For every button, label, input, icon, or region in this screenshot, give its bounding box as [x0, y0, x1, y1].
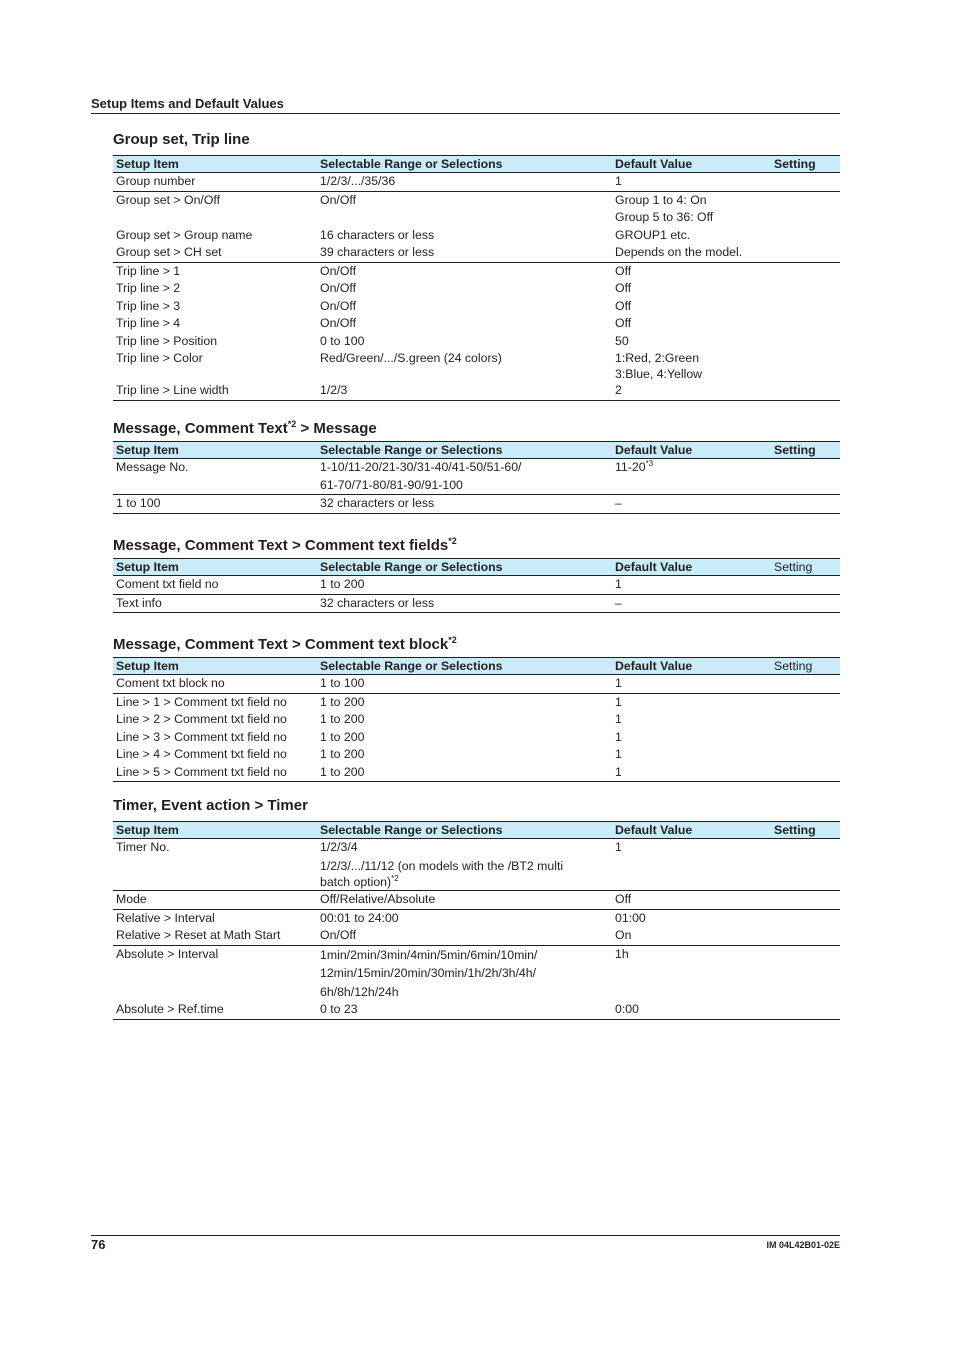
table-row [113, 315, 840, 333]
cell-setting [771, 1001, 840, 1019]
settings-table [113, 821, 840, 1020]
table-header-row [113, 822, 840, 839]
cell-setting [771, 350, 840, 382]
cell-default-text: 11-20 [615, 460, 646, 474]
cell-setting [771, 191, 840, 227]
document-id: IM 04L42B01-02E [766, 1240, 840, 1250]
cell-default-line: 1:Red, 2:Green [615, 351, 700, 365]
cell-default: 1 [612, 576, 771, 595]
section-title [113, 420, 840, 438]
cell-item: Line > 4 > Comment txt field no [116, 747, 287, 761]
table-row [113, 495, 840, 514]
cell-item: Timer No. [113, 839, 317, 891]
cell-default: Off [615, 298, 632, 313]
cell-setting [771, 459, 840, 495]
column-header-setting: Setting [771, 822, 840, 839]
column-header-default: Default Value [612, 658, 771, 675]
cell-item: Trip line > 4 [116, 316, 181, 330]
cell-setting [771, 839, 840, 891]
cell-item: Trip line > Position [116, 333, 218, 348]
cell-range-text: batch option) [320, 875, 392, 889]
cell-setting [771, 173, 840, 192]
cell-item: Line > 3 > Comment txt field no [116, 729, 287, 744]
cell-item: Text info [113, 594, 317, 613]
cell-setting [771, 729, 840, 747]
cell-setting [771, 927, 840, 945]
section-timer [113, 797, 840, 1020]
table-row [113, 693, 840, 711]
cell-item: Group number [113, 173, 317, 192]
table-row [113, 576, 840, 595]
column-header-range: Selectable Range or Selections [317, 442, 612, 459]
cell-default: 1 [612, 675, 771, 694]
cell-range [317, 839, 612, 891]
cell-item: Relative > Interval [116, 910, 215, 925]
cell-range: 16 characters or less [320, 227, 435, 242]
column-header-range: Selectable Range or Selections [317, 559, 612, 576]
table-header-row [113, 442, 840, 459]
cell-range: 0 to 100 [320, 333, 365, 348]
cell-item: Absolute > Ref.time [113, 1001, 317, 1019]
cell-range-line: 12min/15min/20min/30min/1h/2h/3h/4h/ [320, 966, 537, 980]
cell-setting [771, 594, 840, 613]
table-row [113, 927, 840, 945]
section-title [113, 537, 840, 555]
cell-default: 1 [615, 747, 622, 761]
cell-range: 1 to 200 [317, 764, 612, 782]
section-title-text: Message, Comment Text [113, 420, 288, 437]
cell-range: On/Off [320, 263, 356, 278]
cell-default: Off [612, 891, 771, 910]
column-header-setup-item: Setup Item [113, 559, 317, 576]
cell-item: Trip line > Line width [113, 382, 317, 400]
cell-item: Group set > On/Off [116, 192, 221, 207]
table-row [113, 298, 840, 316]
cell-item: Group set > CH set [113, 244, 317, 262]
cell-item: Trip line > Color [116, 351, 203, 365]
cell-range: On/Off [320, 192, 356, 207]
cell-default: 2 [612, 382, 771, 400]
cell-default: Off [615, 263, 632, 278]
column-header-setup-item: Setup Item [113, 658, 317, 675]
cell-range: 00:01 to 24:00 [320, 910, 399, 925]
cell-range: 32 characters or less [317, 594, 612, 613]
settings-table [113, 558, 840, 613]
table-row [113, 711, 840, 729]
table-row [113, 909, 840, 927]
cell-default: – [612, 495, 771, 514]
cell-setting [771, 495, 840, 514]
table-row [113, 746, 840, 764]
settings-table [113, 657, 840, 782]
table-row [113, 891, 840, 910]
section-title: Group set, Trip line [113, 131, 250, 148]
section-title-text: Message, Comment Text > Comment text block [113, 636, 449, 653]
cell-range-line: 1-10/11-20/21-30/31-40/41-50/51-60/ [320, 460, 522, 474]
footnote-marker: *2 [448, 536, 457, 546]
cell-default [612, 459, 771, 495]
table-row [113, 227, 840, 245]
cell-range: On/Off [320, 316, 356, 330]
cell-default [612, 350, 771, 382]
cell-item: Mode [113, 891, 317, 910]
cell-default: 0:00 [612, 1001, 771, 1019]
cell-default: 01:00 [615, 910, 646, 925]
cell-item: Message No. [113, 459, 317, 495]
section-message [113, 420, 840, 514]
cell-range-line [320, 874, 612, 890]
cell-range: Red/Green/.../S.green (24 colors) [320, 351, 502, 365]
cell-default-line: Group 5 to 36: Off [615, 210, 714, 224]
table-row [113, 350, 840, 382]
section-title [113, 636, 840, 654]
column-header-range: Selectable Range or Selections [317, 658, 612, 675]
table-header-row [113, 559, 840, 576]
cell-default: 1 [615, 694, 622, 709]
cell-item: Group set > Group name [116, 227, 253, 242]
cell-range-line: 1min/2min/3min/4min/5min/6min/10min/ [320, 947, 538, 962]
cell-item: Trip line > 1 [116, 263, 181, 278]
table-row [113, 729, 840, 747]
cell-range: 32 characters or less [317, 495, 612, 514]
column-header-default: Default Value [612, 559, 771, 576]
cell-setting [771, 227, 840, 245]
cell-range: 1/2/3/.../35/36 [317, 173, 612, 192]
cell-range: Off/Relative/Absolute [317, 891, 612, 910]
table-header-row [113, 156, 840, 173]
footnote-marker: *2 [391, 874, 399, 883]
cell-item: Coment txt block no [113, 675, 317, 694]
cell-default: 1 [612, 173, 771, 192]
cell-range: 1 to 200 [320, 747, 365, 761]
cell-setting [771, 746, 840, 764]
cell-item: Trip line > 2 [116, 281, 181, 295]
cell-setting [771, 315, 840, 333]
cell-setting [771, 333, 840, 351]
settings-table [113, 155, 840, 401]
section-title-text: > Message [296, 420, 377, 437]
cell-setting [771, 711, 840, 729]
cell-setting [771, 764, 840, 782]
table-row [113, 1001, 840, 1019]
cell-default: 1 [615, 712, 622, 726]
table-row [113, 262, 840, 280]
cell-default: 1 [615, 729, 622, 744]
table-row [113, 594, 840, 613]
page-header: Setup Items and Default Values [91, 96, 840, 114]
section-comment-fields [113, 537, 840, 613]
settings-table [113, 441, 840, 514]
table-header-row [113, 658, 840, 675]
page-footer [91, 1235, 840, 1252]
cell-default: Depends on the model. [612, 244, 771, 262]
section-title-text: Message, Comment Text > Comment text fields [113, 537, 449, 554]
table-row [113, 191, 840, 227]
cell-range: 1 to 100 [317, 675, 612, 694]
cell-default: 50 [615, 333, 629, 348]
cell-range [317, 459, 612, 495]
column-header-default: Default Value [612, 442, 771, 459]
footnote-marker: *2 [287, 419, 297, 429]
cell-item: Trip line > 3 [116, 298, 181, 313]
cell-setting [771, 576, 840, 595]
cell-range: 1/2/3 [317, 382, 612, 400]
cell-default: GROUP1 etc. [615, 227, 691, 242]
cell-setting [771, 280, 840, 298]
footnote-marker: *2 [448, 635, 457, 645]
cell-default-line: 3:Blue, 4:Yellow [615, 367, 703, 381]
column-header-default: Default Value [612, 156, 771, 173]
column-header-range: Selectable Range or Selections [317, 156, 612, 173]
cell-setting [771, 262, 840, 280]
cell-setting [771, 382, 840, 400]
cell-default: 1h [615, 946, 629, 961]
cell-range [317, 945, 612, 1001]
section-title: Timer, Event action > Timer [113, 797, 308, 814]
cell-item: Relative > Reset at Math Start [113, 927, 317, 945]
cell-range: 0 to 23 [317, 1001, 612, 1019]
cell-range-line: 1/2/3/.../11/12 (on models with the /BT2 multi [320, 859, 564, 873]
cell-default [612, 191, 771, 227]
table-row [113, 244, 840, 262]
cell-range: On/Off [320, 298, 356, 313]
cell-setting [771, 244, 840, 262]
table-row [113, 675, 840, 694]
column-header-setting: Setting [771, 156, 840, 173]
cell-range: 1 to 200 [320, 694, 365, 709]
cell-default: On [612, 927, 771, 945]
cell-range-line: 1/2/3/4 [320, 840, 358, 854]
column-header-setting: Setting [771, 658, 840, 675]
table-row [113, 839, 840, 891]
cell-item: Coment txt field no [113, 576, 317, 595]
cell-range: 1 to 200 [320, 729, 365, 744]
cell-setting [771, 891, 840, 910]
cell-range-line: 61-70/71-80/81-90/91-100 [320, 477, 463, 492]
cell-setting [771, 909, 840, 927]
table-row [113, 459, 840, 495]
cell-setting [771, 945, 840, 1001]
column-header-setup-item: Setup Item [113, 156, 317, 173]
cell-item: Absolute > Interval [116, 946, 219, 961]
cell-setting [771, 675, 840, 694]
cell-range-line: 6h/8h/12h/24h [320, 984, 399, 999]
cell-item: Line > 2 > Comment txt field no [116, 712, 287, 726]
column-header-default: Default Value [612, 822, 771, 839]
cell-default: 1 [612, 839, 771, 891]
cell-setting [771, 298, 840, 316]
table-row [113, 173, 840, 192]
cell-range: 39 characters or less [317, 244, 612, 262]
cell-range: On/Off [320, 281, 356, 295]
table-row [113, 382, 840, 400]
footnote-marker: *3 [645, 459, 654, 468]
cell-default: Off [615, 316, 632, 330]
column-header-setup-item: Setup Item [113, 442, 317, 459]
table-row [113, 280, 840, 298]
column-header-setting: Setting [771, 559, 840, 576]
cell-range: 1 to 200 [320, 712, 365, 726]
cell-item: Line > 1 > Comment txt field no [116, 694, 287, 709]
cell-range: On/Off [317, 927, 612, 945]
cell-default: Off [615, 281, 632, 295]
table-row [113, 333, 840, 351]
cell-setting [771, 693, 840, 711]
column-header-range: Selectable Range or Selections [317, 822, 612, 839]
cell-default: 1 [612, 764, 771, 782]
column-header-setup-item: Setup Item [113, 822, 317, 839]
cell-item: 1 to 100 [113, 495, 317, 514]
column-header-setting: Setting [771, 442, 840, 459]
section-comment-block [113, 636, 840, 782]
cell-item: Line > 5 > Comment txt field no [113, 764, 317, 782]
section-group-set [113, 131, 840, 401]
table-row [113, 945, 840, 1001]
cell-range: 1 to 200 [317, 576, 612, 595]
cell-default: – [612, 594, 771, 613]
table-row [113, 764, 840, 782]
cell-default-line: Group 1 to 4: On [615, 192, 707, 207]
page-number: 76 [91, 1237, 106, 1252]
